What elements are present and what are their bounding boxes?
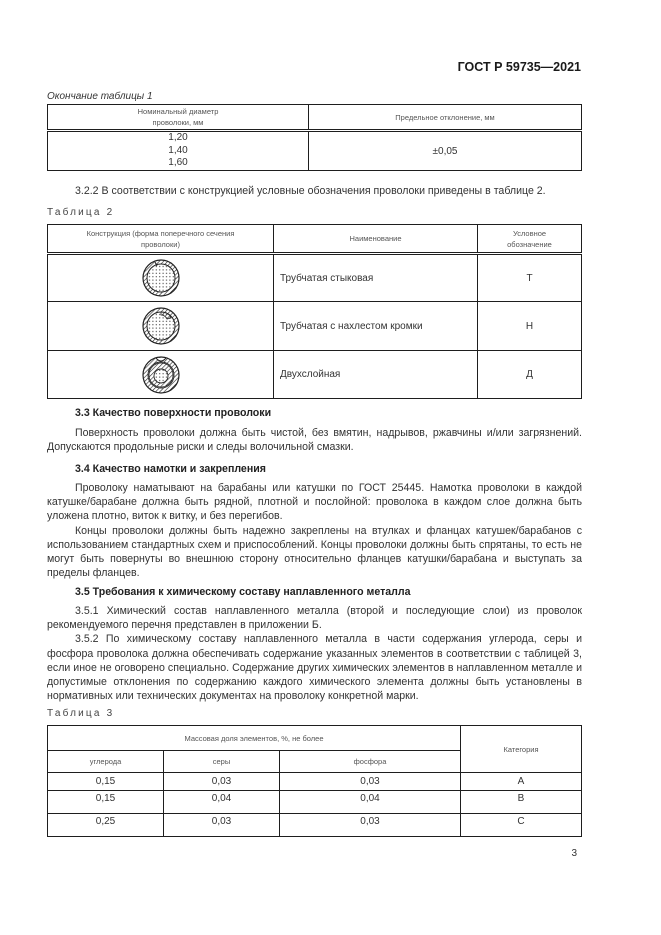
- table3: [47, 725, 582, 837]
- table3-group-header: Массовая доля элементов, %, не более: [48, 726, 461, 751]
- table3-cell: 0,03: [164, 814, 280, 837]
- header-line: проволоки): [141, 239, 180, 249]
- table-row: [48, 254, 582, 302]
- section-3-5-text: [47, 604, 582, 703]
- paragraph-text: 3.2.2 В соответствии с конструкцией условные обозначения проволоки приведены в таблице 2.: [75, 185, 546, 197]
- table1-diameters-cell: [48, 131, 309, 171]
- diameter-value: 1,20: [168, 132, 188, 144]
- table3-subheader-carbon: углерода: [48, 751, 164, 773]
- table-row: [48, 302, 582, 351]
- table2-row-symbol: Н: [478, 302, 582, 351]
- section-3-4-heading: 3.4 Качество намотки и закрепления: [75, 463, 266, 475]
- table2-row-symbol: Д: [478, 351, 582, 399]
- table2-label: Таблица 2: [47, 207, 115, 218]
- table3-cell: 0,15: [48, 773, 164, 791]
- table3-label: Таблица 3: [47, 708, 115, 719]
- paragraph-text: Проволоку наматывают на барабаны или катушки по ГОСТ 25445. Намотка проволоки в каждой катушке/барабане должна быть рядной, плотной и послойной: проволока в каждом слое должна быть уложена плотно, виток к витку, и без перегибов.: [47, 482, 582, 523]
- header-line: Конструкция (форма поперечного сечения: [86, 228, 235, 238]
- header-line: обозначение: [507, 239, 552, 249]
- butt-tubular-cross-section-icon: [48, 254, 274, 302]
- header-line: проволоки, мм: [152, 118, 204, 127]
- table3-subheader-sulfur: серы: [164, 751, 280, 773]
- section-3-3-text: [47, 426, 582, 454]
- table3-category-header: Категория: [461, 726, 582, 773]
- table2-header-construction: [48, 225, 274, 254]
- table1-caption: Окончание таблицы 1: [47, 91, 153, 102]
- table2-row-name: Трубчатая стыковая: [274, 254, 478, 302]
- section-3-5-heading: 3.5 Требования к химическому составу наплавленного металла: [75, 586, 411, 598]
- table3-cell: 0,03: [280, 814, 461, 837]
- table3-cell: C: [461, 814, 582, 837]
- table1: [47, 104, 582, 171]
- table3-cell: 0,03: [164, 773, 280, 791]
- table3-subheader-phosphorus: фосфора: [280, 751, 461, 773]
- document-code: ГОСТ Р 59735—2021: [457, 60, 581, 74]
- table3-cell: 0,15: [48, 791, 164, 814]
- header-line: Условное: [512, 228, 547, 238]
- table2-row-name: Двухслойная: [274, 351, 478, 399]
- paragraph-text: 3.5.2 По химическому составу наплавленного металла в части содержания углерода, серы и фосфора проволока должна обеспечивать содержание указанных элементов в соответствии с таблицей 3, если иное не оговорено специально. Содержание других химических элементов в наплавленном металле и допустимые отклонения по содержанию каждого химического элемента должны быть установлены в нормативных или технических документах на проволоку конкретной марки.: [47, 633, 582, 703]
- paragraph-text: Концы проволоки должны быть надежно закреплены на втулках и фланцах катушек/барабанов с использованием стандартных схем и приспособлений. Концы проволоки должны быть спрятаны, то есть не могут быть повернуты во внешнюю сторону относительно фланцев катушки/барабана и выступать за пределы фланцев.: [47, 524, 582, 580]
- table3-cell: B: [461, 791, 582, 814]
- paragraph-text: 3.5.1 Химический состав наплавленного металла (второй и последующие слои) из проволок рекомендуемого перечня представлен в приложении Б.: [47, 605, 582, 632]
- table1-deviation-cell: ±0,05: [309, 131, 582, 171]
- diameter-value: 1,40: [168, 144, 188, 156]
- table2-header-symbol: [478, 225, 582, 254]
- diameter-value: 1,60: [168, 157, 188, 169]
- table-row: [48, 791, 582, 814]
- header-line: Номинальный диаметр: [137, 107, 219, 116]
- table3-cell: 0,25: [48, 814, 164, 837]
- table3-cell: 0,03: [280, 773, 461, 791]
- page-number: 3: [571, 848, 577, 859]
- table-row: [48, 773, 582, 791]
- paragraph-text: Поверхность проволоки должна быть чистой, без вмятин, надрывов, ржавчины и/или загрязнений. Допускаются продольные риски и следы волочильной смазки.: [47, 427, 582, 454]
- table3-cell: A: [461, 773, 582, 791]
- table1-header-diameter: [48, 105, 309, 131]
- table2-header-name: Наименование: [274, 225, 478, 254]
- table3-cell: 0,04: [280, 791, 461, 814]
- table2: [47, 224, 582, 399]
- section-3-3-heading: 3.3 Качество поверхности проволоки: [75, 407, 272, 419]
- paragraph-3-2-2: [47, 184, 582, 198]
- table1-header-deviation: Предельное отклонение, мм: [309, 105, 582, 131]
- overlap-tubular-cross-section-icon: [48, 302, 274, 351]
- table-row: [48, 814, 582, 837]
- table2-row-name: Трубчатая с нахлестом кромки: [274, 302, 478, 351]
- two-layer-cross-section-icon: [48, 351, 274, 399]
- table-row: [48, 351, 582, 399]
- table2-row-symbol: Т: [478, 254, 582, 302]
- section-3-4-text: [47, 481, 582, 580]
- table3-cell: 0,04: [164, 791, 280, 814]
